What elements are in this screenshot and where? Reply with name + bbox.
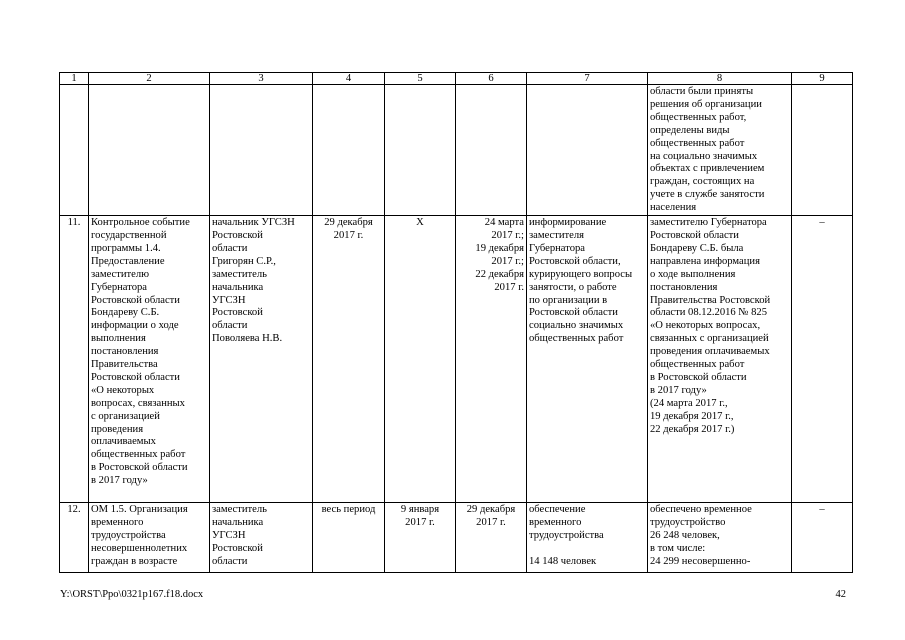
cell-planned-date: 29 декабря 2017 г.: [313, 216, 385, 503]
cell-empty: [527, 85, 648, 216]
cell-planned-date: весь период: [313, 503, 385, 573]
col-header-2: 2: [89, 73, 210, 85]
cell-empty: [385, 85, 456, 216]
cell-achieved-result: заместителю Губернатора Ростовской области Бондареву С.Б. была направлена информация о ходе выполнения постановления Правительства Ростовской области 08.12.2016 № 825 «О некоторых вопросах, связанных с организацией проведения оплачиваемых общественных работ в Ростовской области в 2017 году» (24 марта 2017 г., 19 декабря 2017 г., 22 декабря 2017 г.): [648, 216, 792, 503]
cell-results: области были приняты решения об организации общественных работ, определены виды общественных работ на социально значимых объектах с привлечением граждан, состоящих на учете в службе занятости населения: [648, 85, 792, 216]
cell-empty: [89, 85, 210, 216]
cell-achieved-result: обеспечено временное трудоустройство 26 248 человек, в том числе: 24 299 несовершенно-: [648, 503, 792, 573]
table-row-11: [60, 216, 853, 503]
cell-event-name: Контрольное событие государственной программы 1.4. Предоставление заместителю Губернатора Ростовской области Бондареву С.Б. информации о ходе выполнения постановления Правительства Ростовской области «О некоторых вопросах, связанных с организацией проведения оплачиваемых общественных работ в Ростовской области в 2017 году»: [89, 216, 210, 503]
cell-empty: [210, 85, 313, 216]
col-header-1: 1: [60, 73, 89, 85]
table-row-12: [60, 503, 853, 573]
col-header-6: 6: [456, 73, 527, 85]
cell-actual-date: 29 декабря 2017 г.: [456, 503, 527, 573]
col-header-3: 3: [210, 73, 313, 85]
cell-responsible: начальник УГСЗН Ростовской области Григорян С.Р., заместитель начальника УГСЗН Ростовской области Поволяева Н.В.: [210, 216, 313, 503]
cell-empty: [313, 85, 385, 216]
col-header-7: 7: [527, 73, 648, 85]
file-path: Y:\ORST\Ppo\0321p167.f18.docx: [60, 589, 204, 600]
cell-empty: [456, 85, 527, 216]
cell-responsible: заместитель начальника УГСЗН Ростовской области: [210, 503, 313, 573]
cell-event-name: ОМ 1.5. Организация временного трудоустройства несовершеннолетних граждан в возрасте: [89, 503, 210, 573]
measures-table: [59, 72, 853, 573]
row-number: 11.: [60, 216, 89, 503]
col-header-5: 5: [385, 73, 456, 85]
cell-empty: [792, 85, 853, 216]
row-number: 12.: [60, 503, 89, 573]
cell-start-date: Х: [385, 216, 456, 503]
col-header-9: 9: [792, 73, 853, 85]
cell-actual-date: 24 марта 2017 г.; 19 декабря 2017 г.; 22 декабря 2017 г.: [456, 216, 527, 503]
column-number-row: [60, 73, 853, 85]
cell-expected-result: обеспечение временного трудоустройства 14 148 человек: [527, 503, 648, 573]
cell-empty: [60, 85, 89, 216]
cell-start-date: 9 января 2017 г.: [385, 503, 456, 573]
cell-deviation: –: [792, 503, 853, 573]
page-number: 42: [835, 589, 846, 600]
col-header-8: 8: [648, 73, 792, 85]
col-header-4: 4: [313, 73, 385, 85]
cell-deviation: –: [792, 216, 853, 503]
cell-expected-result: информирование заместителя Губернатора Ростовской области, курирующего вопросы занятости, о работе по организации в Ростовской области социально значимых общественных работ: [527, 216, 648, 503]
table-row-continuation: [60, 85, 853, 216]
